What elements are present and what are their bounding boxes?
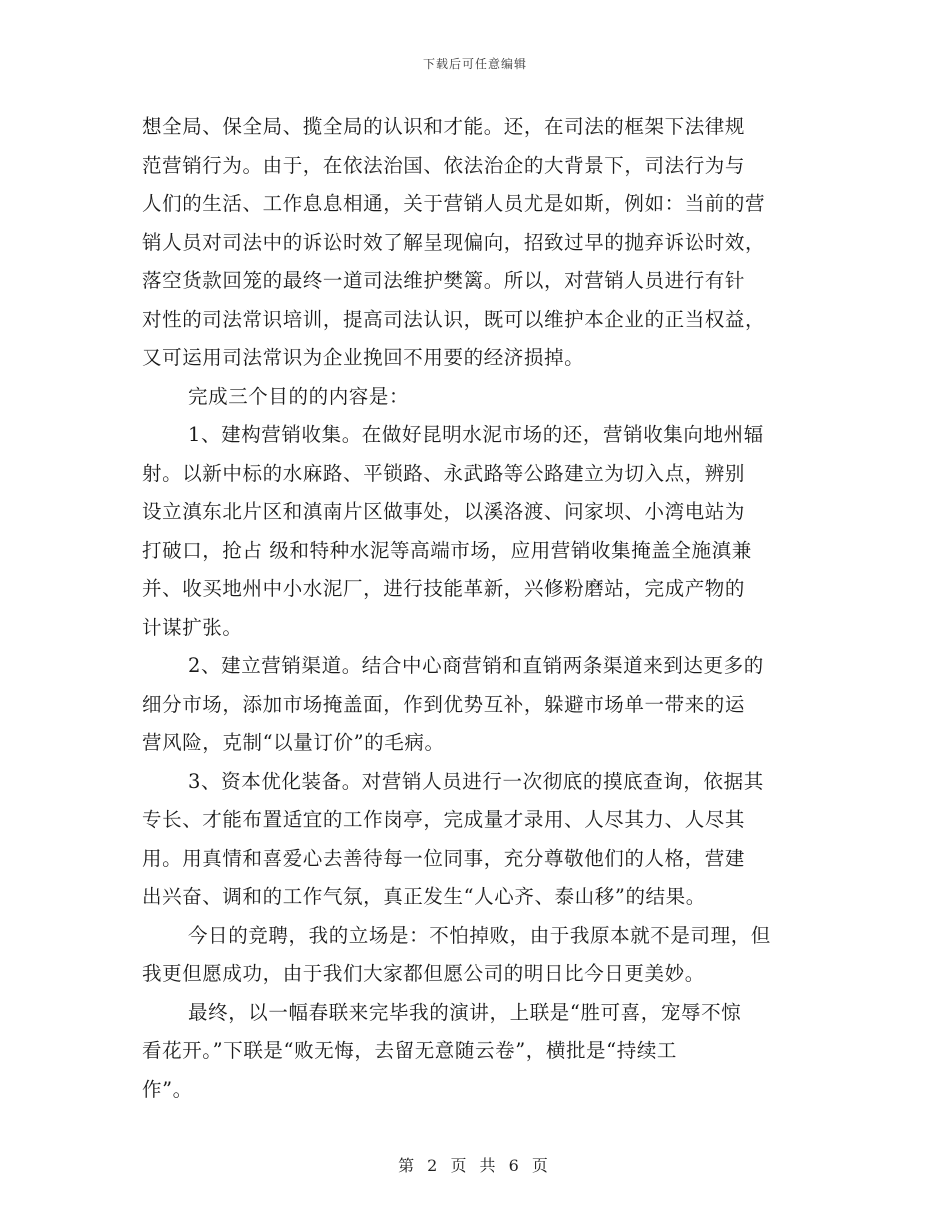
page-number-footer: 第 2 页 共 6 页 bbox=[398, 1156, 552, 1175]
text-line: 用。用真情和喜爱心去善待每一位同事，充分尊敬他们的人格，营建 bbox=[142, 846, 746, 870]
text-line: 细分市场，添加市场掩盖面，作到优势互补，躲避市场单一带来的运 bbox=[142, 692, 746, 716]
text-line-indented: 今日的竞聘，我的立场是：不怕掉败，由于我原本就不是司理，但 bbox=[188, 923, 771, 947]
text-line: 我更但愿成功，由于我们大家都但愿公司的明日比今日更美妙。 bbox=[142, 962, 705, 985]
header-note: 下载后可任意编辑 bbox=[422, 57, 527, 71]
text-line: 打破口，抢占 级和特种水泥等高端市场，应用营销收集掩盖全施滇兼 bbox=[142, 538, 752, 562]
text-line-indented: 完成三个目的的内容是： bbox=[188, 384, 410, 408]
text-line: 出兴奋、调和的工作气氛，真正发生“人心齐、泰山移”的结果。 bbox=[142, 885, 706, 908]
text-line-indented: 最终，以一幅春联来完毕我的演讲，上联是“胜可喜，宠辱不惊 bbox=[188, 1000, 742, 1024]
text-line-indented: 1、建构营销收集。在做好昆明水泥市场的还，营销收集向地州辐 bbox=[188, 423, 764, 446]
text-line: 范营销行为。由于，在依法治国、依法治企的大背景下，司法行为与 bbox=[142, 153, 746, 177]
text-line: 作”。 bbox=[142, 1077, 193, 1101]
text-line: 销人员对司法中的诉讼时效了解呈现偏向，招致过早的抛弃诉讼时效， bbox=[142, 230, 766, 254]
body-text bbox=[142, 108, 810, 1109]
text-line-indented: 3、资本优化装备。对营销人员进行一次彻底的摸底查询，依据其 bbox=[188, 769, 764, 793]
text-line: 落空货款回笼的最终一道司法维护樊篱。所以，对营销人员进行有针 bbox=[142, 269, 746, 292]
text-line: 营风险，克制“以量订价”的毛病。 bbox=[142, 731, 445, 754]
text-line: 设立滇东北片区和滇南片区做事处，以溪洛渡、问家坝、小湾电站为 bbox=[142, 500, 746, 523]
text-line-indented: 2、建立营销渠道。结合中心商营销和直销两条渠道来到达更多的 bbox=[188, 654, 764, 677]
text-line: 计谋扩张。 bbox=[142, 615, 243, 639]
text-line: 专长、才能布置适宜的工作岗亭，完成量才录用、人尽其力、人尽其 bbox=[142, 808, 746, 831]
text-line: 又可运用司法常识为企业挽回不用要的经济损掉。 bbox=[142, 346, 585, 369]
text-line: 想全局、保全局、揽全局的认识和才能。还，在司法的框架下法律规 bbox=[142, 115, 746, 138]
text-line: 射。以新中标的水麻路、平锁路、永武路等公路建立为切入点，辨别 bbox=[142, 461, 746, 485]
text-line: 人们的生活、工作息息相通，关于营销人员尤是如斯，例如：当前的营 bbox=[142, 192, 766, 215]
text-line: 对性的司法常识培训，提高司法认识，既可以维护本企业的正当权益， bbox=[142, 307, 766, 331]
text-line: 并、收买地州中小水泥厂，进行技能革新，兴修粉磨站，完成产物的 bbox=[142, 577, 746, 600]
text-line: 看花开。”下联是“败无悔，去留无意随云卷”，横批是“持续工 bbox=[142, 1039, 678, 1062]
